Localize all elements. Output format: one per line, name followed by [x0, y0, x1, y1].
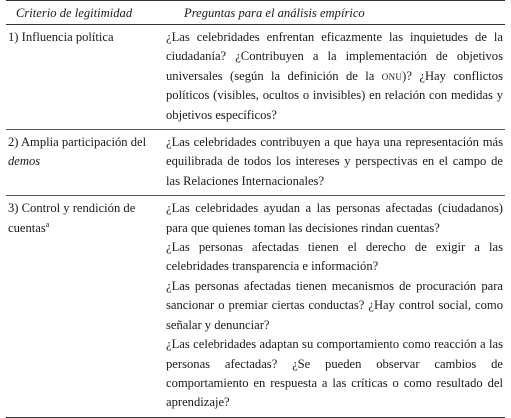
- question-paragraph: ¿Las celebridades ayudan a las personas afectadas (ciudadanos) para que quienes toman las decisiones rindan cuentas?: [166, 201, 503, 235]
- header-questions: Preguntas para el análisis empírico: [166, 1, 505, 25]
- question-text: ¿Las celebridades enfrentan eficazmente las inquietudes de la ciudadanía? ¿Contribuyen a la implementación de objetivos universales (según la definición de la: [166, 30, 503, 83]
- table-row: [6, 25, 505, 130]
- table-row: [6, 196, 505, 417]
- criterion-text: 3) Control y rendición de cuentas: [8, 201, 136, 235]
- criterion-emphasis: demos: [8, 154, 41, 169]
- criterion-cell: [6, 25, 166, 130]
- questions-cell: [166, 130, 505, 196]
- criterion-text: 1) Influencia política: [8, 30, 114, 44]
- table-body: [6, 25, 505, 418]
- criterion-text: 2) Amplia participación del: [8, 135, 147, 150]
- questions-cell: [166, 25, 505, 130]
- question-paragraph: ¿Las celebridades adaptan su comportamiento como reacción a las personas afectadas? ¿Se pueden observar cambios de comportamiento en respuesta a las críticas o como resultado del aprendizaje?: [166, 337, 503, 410]
- question-paragraph: ¿Las personas afectadas tienen mecanismos de procuración para sancionar o premiar ciertas conductas? ¿Hay control social, como señalar y denunciar?: [166, 278, 503, 332]
- table-row: [6, 130, 505, 196]
- questions-cell: [166, 196, 505, 417]
- criterion-cell: [6, 196, 166, 417]
- question-paragraph: ¿Las personas afectadas tienen el derecho de exigir a las celebridades transparencia e información?: [166, 240, 503, 274]
- legitimacy-criteria-table: [6, 0, 505, 418]
- question-paragraph: [166, 28, 503, 125]
- question-paragraph: ¿Las celebridades contribuyen a que haya una representación más equilibrada de todos los intereses y perspectivas en el campo de las Relaciones Internacionales?: [166, 135, 503, 188]
- question-text: )? ¿Hay conflictos políticos (visibles, ocultos o invisibles) en relación con medidas y objetivos específicos?: [166, 68, 503, 122]
- footnote-marker: a: [45, 219, 50, 229]
- criterion-cell: [6, 130, 166, 196]
- header-row: [6, 1, 505, 25]
- header-criterion: Criterio de legitimidad: [6, 1, 166, 25]
- table-header: [6, 1, 505, 25]
- abbreviation: onu: [381, 68, 403, 83]
